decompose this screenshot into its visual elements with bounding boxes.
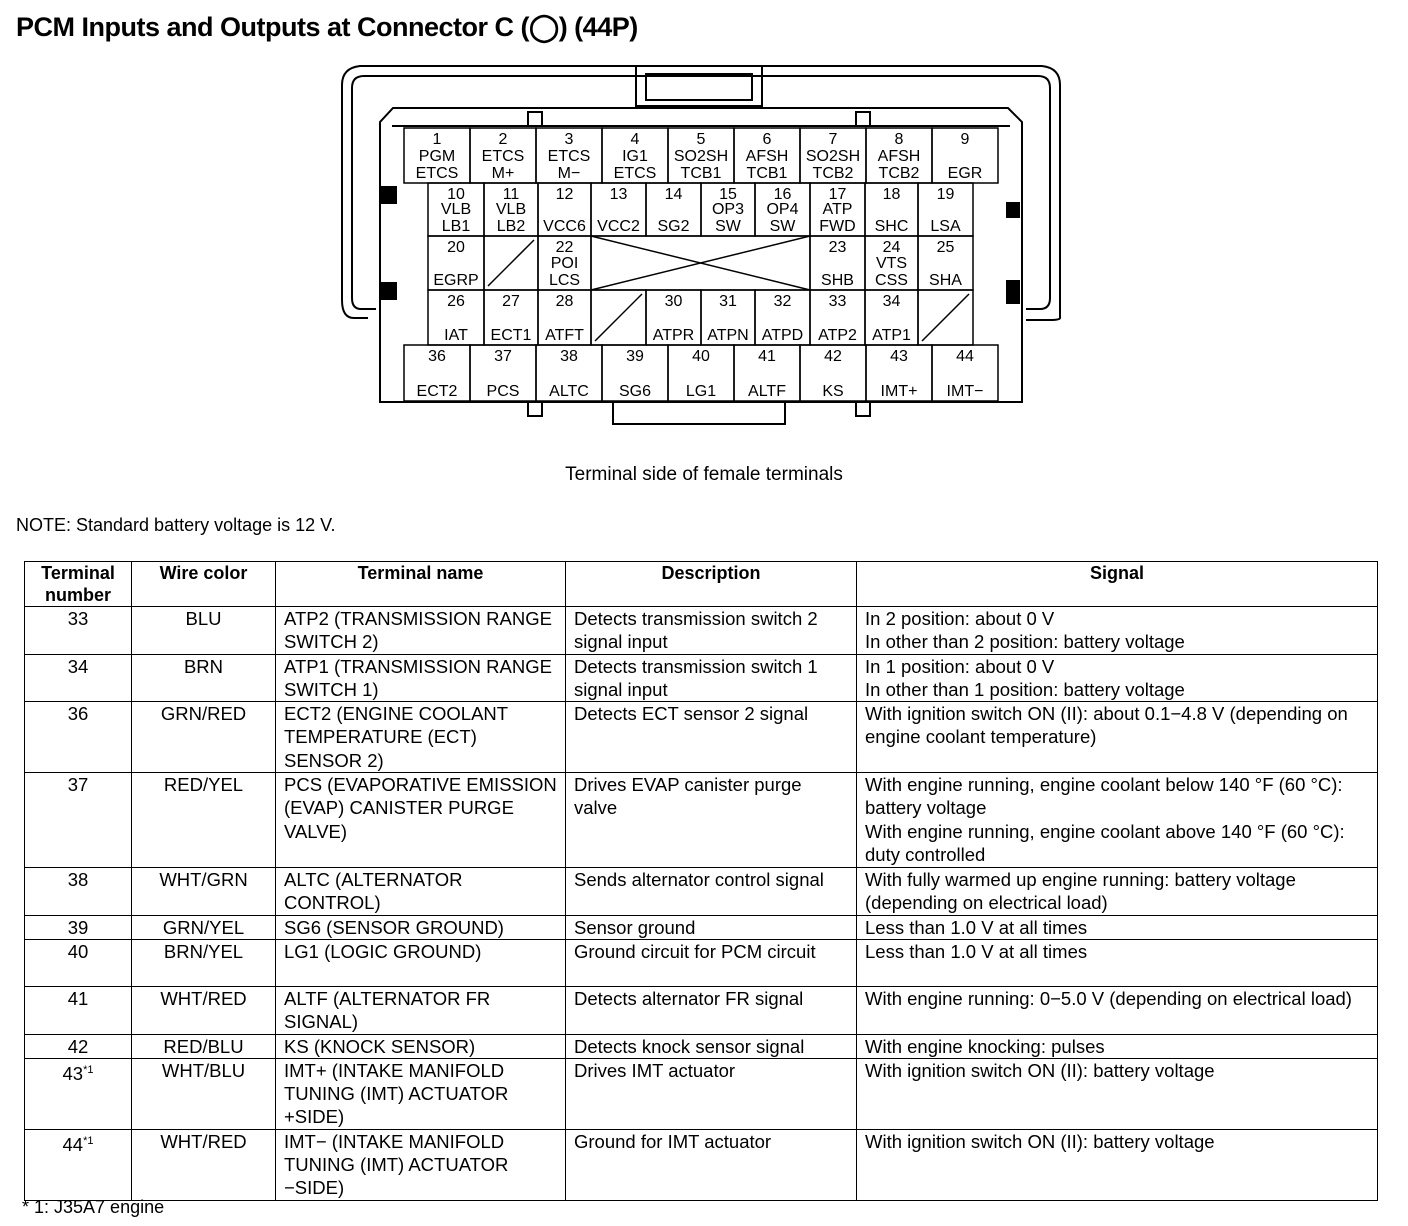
pin-4-label: ETCS bbox=[613, 165, 657, 182]
terminal-number bbox=[25, 868, 132, 916]
pin-14-label: SG2 bbox=[657, 218, 690, 235]
pin-39-number: 39 bbox=[626, 348, 644, 365]
pin-7-label: TCB2 bbox=[812, 165, 854, 182]
pin-30-label: ATPR bbox=[652, 327, 695, 344]
pin-10-number: 10 bbox=[447, 186, 465, 203]
pin-17-number: 17 bbox=[828, 186, 847, 203]
page-title: PCM Inputs and Outputs at Connector C (◯) (44P) bbox=[16, 12, 638, 42]
table-row bbox=[25, 1058, 1378, 1129]
wire-color: BRN/YEL bbox=[132, 939, 276, 986]
pin-42-number: 42 bbox=[824, 348, 842, 365]
terminal-name: ALTC (ALTERNATOR CONTROL) bbox=[276, 868, 566, 916]
terminal-name: KS (KNOCK SENSOR) bbox=[276, 1034, 566, 1058]
pin-3-label: ETCS bbox=[547, 148, 591, 165]
pin-8-label: AFSH bbox=[877, 148, 921, 165]
pin-36-label: ECT2 bbox=[416, 383, 458, 400]
pin-26-label: IAT bbox=[444, 327, 468, 344]
pin-11-label: VLB bbox=[495, 201, 527, 218]
pin-27-number: 27 bbox=[502, 293, 520, 310]
pin-9-label: EGR bbox=[947, 165, 983, 182]
pin-12-number: 12 bbox=[555, 186, 574, 203]
pin-1-label: ETCS bbox=[415, 165, 459, 182]
terminal-name: LG1 (LOGIC GROUND) bbox=[276, 939, 566, 986]
terminal-number-text: 41 bbox=[67, 987, 89, 1009]
terminal-name: ECT2 (ENGINE COOLANT TEMPERATURE (ECT) SENSOR 2) bbox=[276, 702, 566, 773]
wire-color: WHT/BLU bbox=[132, 1058, 276, 1129]
header-signal: Signal bbox=[857, 562, 1378, 607]
pin-3-number: 3 bbox=[564, 131, 574, 148]
terminal-number bbox=[25, 1129, 132, 1200]
pin-37-label: PCS bbox=[486, 383, 520, 400]
pin-1-label: PGM bbox=[418, 148, 456, 165]
pin-5-label: TCB1 bbox=[680, 165, 722, 182]
table-row bbox=[25, 939, 1378, 986]
terminal-name: ATP1 (TRANSMISSION RANGE SWITCH 1) bbox=[276, 654, 566, 702]
header-wire-color: Wire color bbox=[132, 562, 276, 607]
signal-line: In 1 position: about 0 V bbox=[865, 655, 1055, 677]
pin-43-label: IMT+ bbox=[880, 383, 918, 400]
signal-line: Less than 1.0 V at all times bbox=[865, 916, 1088, 938]
pin-31-number: 31 bbox=[719, 293, 737, 310]
pin-37-number: 37 bbox=[494, 348, 512, 365]
pin-8-label: TCB2 bbox=[878, 165, 920, 182]
pin-14-number: 14 bbox=[664, 186, 683, 203]
pin-23-number: 23 bbox=[828, 239, 847, 256]
pin-41-label: ALTF bbox=[748, 383, 786, 400]
pin-4-number: 4 bbox=[630, 131, 640, 148]
pin-39-label: SG6 bbox=[618, 383, 652, 400]
pin-2-label: M+ bbox=[491, 165, 515, 182]
terminal-name: IMT+ (INTAKE MANIFOLD TUNING (IMT) ACTUATOR +SIDE) bbox=[276, 1058, 566, 1129]
description: Detects transmission switch 2 signal input bbox=[566, 607, 857, 655]
terminal-number-text: 38 bbox=[67, 869, 89, 891]
wire-color: RED/YEL bbox=[132, 773, 276, 868]
terminal-number bbox=[25, 986, 132, 1034]
pin-34-number: 34 bbox=[882, 293, 901, 310]
signal-line: With ignition switch ON (II): battery voltage bbox=[865, 1059, 1215, 1081]
wire-color: WHT/GRN bbox=[132, 868, 276, 916]
pin-7-label: SO2SH bbox=[805, 148, 861, 165]
description: Detects transmission switch 1 signal input bbox=[566, 654, 857, 702]
wire-color: GRN/YEL bbox=[132, 915, 276, 939]
pin-15-label: OP3 bbox=[711, 201, 745, 218]
signal-line: With engine running, engine coolant above 140 °F (60 °C): duty controlled bbox=[865, 820, 1345, 865]
pin-6-number: 6 bbox=[762, 131, 772, 148]
pin-6-label: TCB1 bbox=[746, 165, 788, 182]
signal-line: With engine running: 0−5.0 V (depending on electrical load) bbox=[865, 987, 1352, 1009]
pin-33-label: ATP2 bbox=[818, 327, 857, 344]
signal-line: With engine running, engine coolant below 140 °F (60 °C): battery voltage bbox=[865, 774, 1343, 819]
pin-9-number: 9 bbox=[960, 131, 970, 148]
signal bbox=[857, 1058, 1378, 1129]
signal-line: With ignition switch ON (II): about 0.1−4.8 V (depending on engine coolant temperature) bbox=[865, 703, 1348, 748]
pin-12-label: VCC6 bbox=[543, 218, 586, 235]
pin-11-label: LB2 bbox=[496, 218, 526, 235]
signal-line: With engine knocking: pulses bbox=[865, 1035, 1105, 1057]
header-description: Description bbox=[566, 562, 857, 607]
blank-slash bbox=[488, 240, 534, 286]
terminal-number bbox=[25, 607, 132, 655]
terminal-number bbox=[25, 654, 132, 702]
terminal-name: SG6 (SENSOR GROUND) bbox=[276, 915, 566, 939]
pin-19-label: LSA bbox=[930, 218, 961, 235]
pin-28-number: 28 bbox=[555, 293, 574, 310]
pin-2-number: 2 bbox=[498, 131, 508, 148]
blank-slash bbox=[595, 294, 642, 341]
pin-41-number: 41 bbox=[758, 348, 776, 365]
pin-44-label: IMT− bbox=[946, 383, 984, 400]
header-terminal-number: Terminal number bbox=[25, 562, 132, 607]
description: Detects ECT sensor 2 signal bbox=[566, 702, 857, 773]
signal bbox=[857, 1034, 1378, 1058]
connector-caption: Terminal side of female terminals bbox=[565, 464, 843, 485]
signal-line: In 2 position: about 0 V bbox=[865, 608, 1055, 629]
pin-24-label: VTS bbox=[875, 255, 908, 272]
pin-18-number: 18 bbox=[882, 186, 901, 203]
footnote: * 1: J35A7 engine bbox=[22, 1197, 165, 1217]
pin-40-label: LG1 bbox=[685, 383, 717, 400]
signal-line: With fully warmed up engine running: battery voltage (depending on electrical load) bbox=[865, 869, 1296, 914]
table-row bbox=[25, 868, 1378, 916]
description: Detects knock sensor signal bbox=[566, 1034, 857, 1058]
pin-16-label: SW bbox=[769, 218, 796, 235]
terminal-table bbox=[24, 561, 1378, 1201]
pin-38-number: 38 bbox=[560, 348, 578, 365]
terminal-name: ALTF (ALTERNATOR FR SIGNAL) bbox=[276, 986, 566, 1034]
terminal-number-text: 33 bbox=[67, 608, 89, 629]
pin-25-label: SHA bbox=[929, 272, 962, 289]
pin-25-number: 25 bbox=[936, 239, 955, 256]
terminal-number bbox=[25, 773, 132, 868]
pin-22-number: 22 bbox=[555, 239, 574, 256]
terminal-number-text: 36 bbox=[67, 703, 89, 725]
table-row bbox=[25, 654, 1378, 702]
pin-43-number: 43 bbox=[890, 348, 908, 365]
terminal-number-text: 40 bbox=[67, 940, 89, 962]
pin-5-label: SO2SH bbox=[673, 148, 729, 165]
pin-7-number: 7 bbox=[828, 131, 838, 148]
pin-28-label: ATFT bbox=[545, 327, 584, 344]
footnote-mark: *1 bbox=[83, 1134, 94, 1147]
description: Sensor ground bbox=[566, 915, 857, 939]
signal bbox=[857, 702, 1378, 773]
table-row bbox=[25, 1034, 1378, 1058]
pin-5-number: 5 bbox=[696, 131, 706, 148]
table-row bbox=[25, 986, 1378, 1034]
pin-18-label: SHC bbox=[874, 218, 909, 235]
signal bbox=[857, 939, 1378, 986]
description: Drives IMT actuator bbox=[566, 1058, 857, 1129]
pin-3-label: M− bbox=[557, 165, 581, 182]
table-row bbox=[25, 915, 1378, 939]
terminal-number bbox=[25, 939, 132, 986]
signal bbox=[857, 1129, 1378, 1200]
pin-1-number: 1 bbox=[432, 131, 442, 148]
pin-24-label: CSS bbox=[875, 272, 908, 289]
pin-10-label: LB1 bbox=[441, 218, 471, 235]
wire-color: BRN bbox=[132, 654, 276, 702]
signal-line: In other than 1 position: battery voltage bbox=[865, 678, 1185, 700]
description: Sends alternator control signal bbox=[566, 868, 857, 916]
pin-8-number: 8 bbox=[894, 131, 904, 148]
pin-20-number: 20 bbox=[447, 239, 465, 256]
pin-23-label: SHB bbox=[821, 272, 854, 289]
header-terminal-name: Terminal name bbox=[276, 562, 566, 607]
pin-30-number: 30 bbox=[664, 293, 683, 310]
pin-16-label: OP4 bbox=[766, 201, 799, 218]
signal-line: With ignition switch ON (II): battery voltage bbox=[865, 1130, 1215, 1152]
pin-31-label: ATPN bbox=[707, 327, 749, 344]
signal bbox=[857, 607, 1378, 655]
signal bbox=[857, 654, 1378, 702]
pin-32-number: 32 bbox=[773, 293, 792, 310]
terminal-number bbox=[25, 702, 132, 773]
pin-19-number: 19 bbox=[936, 186, 955, 203]
connector-diagram bbox=[0, 0, 1408, 460]
pin-36-number: 36 bbox=[428, 348, 446, 365]
signal-line: In other than 2 position: battery voltage bbox=[865, 631, 1185, 653]
battery-note: NOTE: Standard battery voltage is 12 V. bbox=[16, 515, 336, 535]
footnote-mark: *1 bbox=[83, 1063, 94, 1076]
table-row bbox=[25, 1129, 1378, 1200]
table-header bbox=[25, 562, 1378, 607]
wire-color: GRN/RED bbox=[132, 702, 276, 773]
pin-2-label: ETCS bbox=[481, 148, 525, 165]
terminal-number-text: 37 bbox=[67, 774, 89, 796]
pin-22-label: POI bbox=[550, 255, 579, 272]
signal bbox=[857, 868, 1378, 916]
pin-10-label: VLB bbox=[440, 201, 472, 218]
pin-26-number: 26 bbox=[447, 293, 465, 310]
wire-color: BLU bbox=[132, 607, 276, 655]
pin-42-label: KS bbox=[822, 383, 844, 400]
terminal-name: IMT− (INTAKE MANIFOLD TUNING (IMT) ACTUATOR −SIDE) bbox=[276, 1129, 566, 1200]
wire-color: RED/BLU bbox=[132, 1034, 276, 1058]
pin-24-number: 24 bbox=[882, 239, 901, 256]
wire-color: WHT/RED bbox=[132, 1129, 276, 1200]
pin-17-label: FWD bbox=[819, 218, 856, 235]
pin-13-number: 13 bbox=[609, 186, 628, 203]
pin-6-label: AFSH bbox=[745, 148, 789, 165]
terminal-number-text: 42 bbox=[67, 1035, 89, 1057]
pin-40-number: 40 bbox=[692, 348, 710, 365]
pin-32-label: ATPD bbox=[761, 327, 804, 344]
description: Ground circuit for PCM circuit bbox=[566, 939, 857, 986]
description: Ground for IMT actuator bbox=[566, 1129, 857, 1200]
pin-15-number: 15 bbox=[719, 186, 737, 203]
pin-13-label: VCC2 bbox=[597, 218, 640, 235]
pin-34-label: ATP1 bbox=[872, 327, 911, 344]
table-row bbox=[25, 773, 1378, 868]
pin-16-number: 16 bbox=[773, 186, 792, 203]
terminal-number bbox=[25, 915, 132, 939]
pin-33-number: 33 bbox=[828, 293, 847, 310]
description: Drives EVAP canister purge valve bbox=[566, 773, 857, 868]
terminal-number-text: 34 bbox=[67, 655, 89, 677]
terminal-name: ATP2 (TRANSMISSION RANGE SWITCH 2) bbox=[276, 607, 566, 655]
terminal-number-text: 44 bbox=[62, 1133, 84, 1155]
terminal-number bbox=[25, 1034, 132, 1058]
pin-22-label: LCS bbox=[548, 272, 581, 289]
pin-20-label: EGRP bbox=[433, 272, 479, 289]
signal-line: Less than 1.0 V at all times bbox=[865, 940, 1088, 962]
terminal-number bbox=[25, 1058, 132, 1129]
signal bbox=[857, 986, 1378, 1034]
pin-15-label: SW bbox=[715, 218, 741, 235]
pin-44-number: 44 bbox=[956, 348, 974, 365]
terminal-number-text: 39 bbox=[67, 916, 89, 938]
terminal-name: PCS (EVAPORATIVE EMISSION (EVAP) CANISTER PURGE VALVE) bbox=[276, 773, 566, 868]
pin-27-label: ECT1 bbox=[490, 327, 532, 344]
wire-color: WHT/RED bbox=[132, 986, 276, 1034]
terminal-number-text: 43 bbox=[62, 1063, 84, 1085]
blank-slash bbox=[922, 294, 969, 341]
pin-17-label: ATP bbox=[822, 201, 853, 218]
pin-11-number: 11 bbox=[502, 186, 520, 203]
table-row bbox=[25, 607, 1378, 655]
signal bbox=[857, 915, 1378, 939]
pin-38-label: ALTC bbox=[549, 383, 589, 400]
pin-4-label: IG1 bbox=[622, 148, 648, 165]
signal bbox=[857, 773, 1378, 868]
description: Detects alternator FR signal bbox=[566, 986, 857, 1034]
table-row bbox=[25, 702, 1378, 773]
